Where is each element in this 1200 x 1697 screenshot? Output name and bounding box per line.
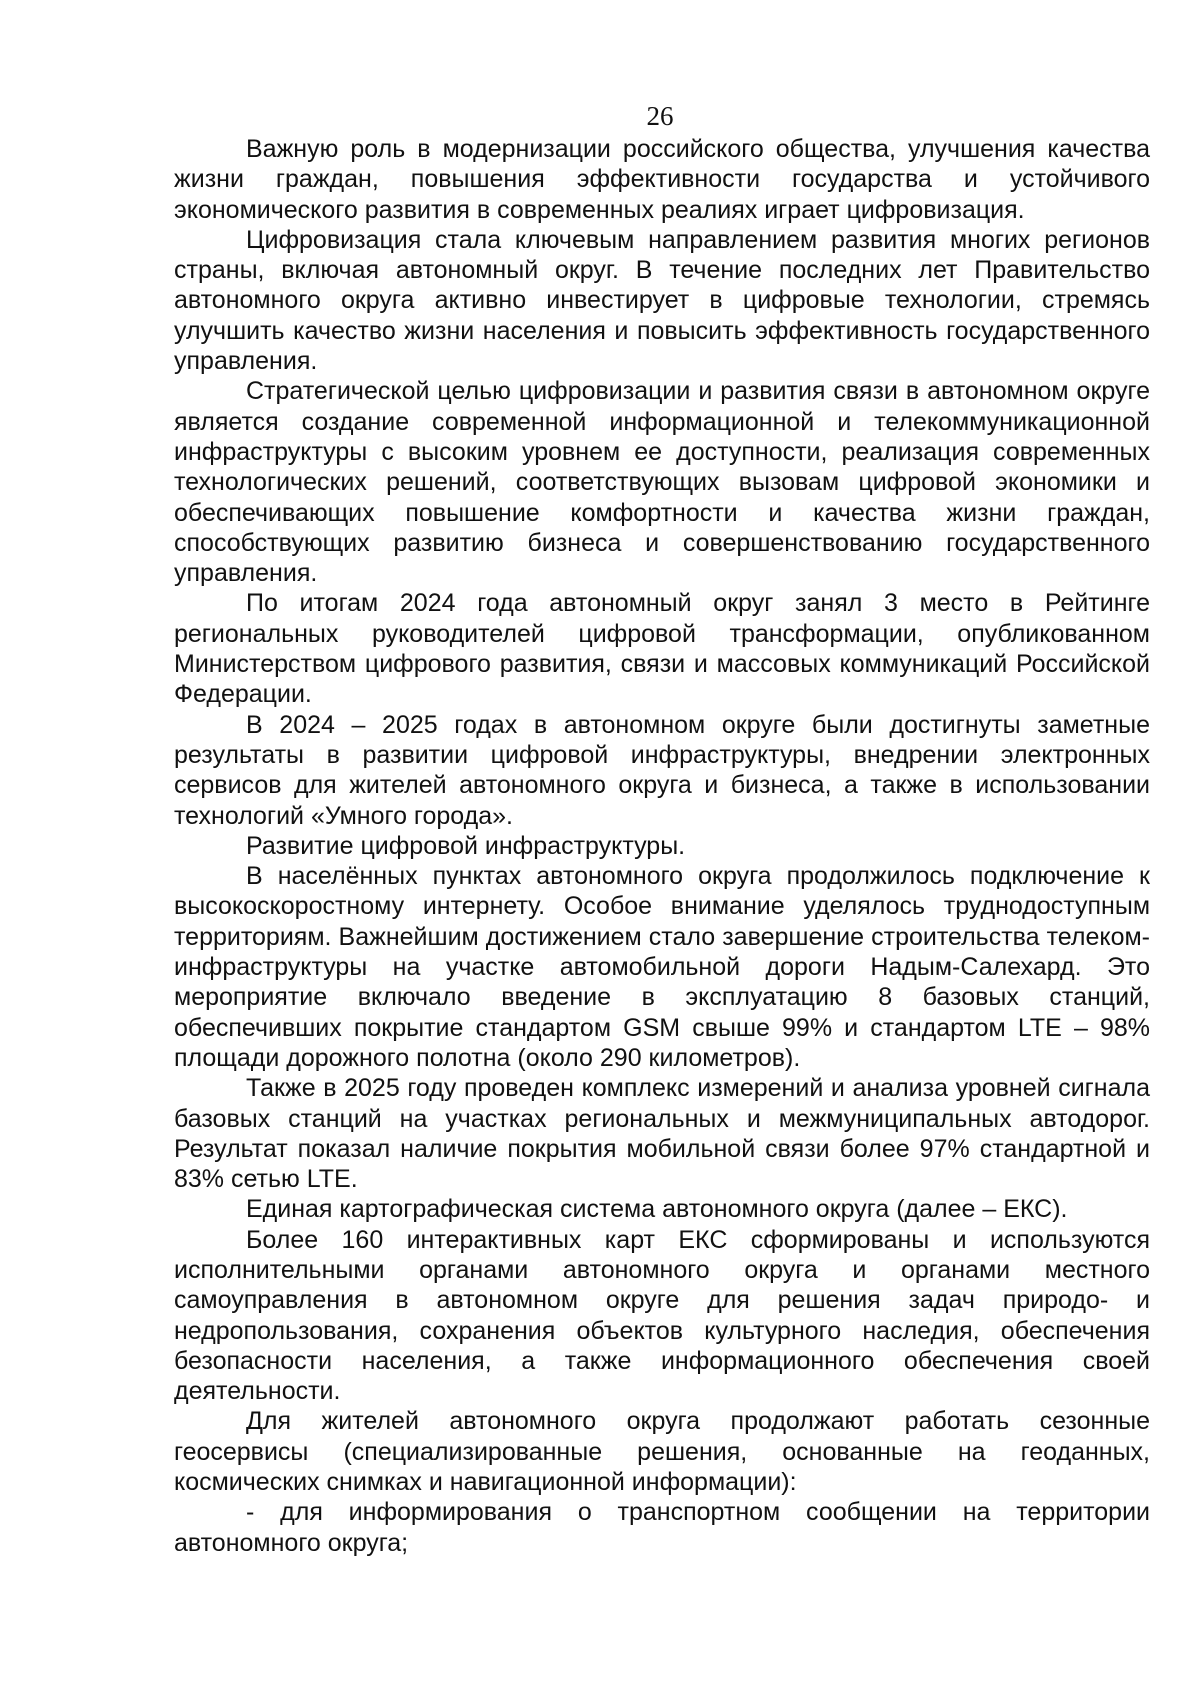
paragraph-digitalization-direction: Цифровизация стала ключевым направлением развития многих регионов страны, включая автономный округ. В течение последних лет Правительство автономного округа активно инвестирует в цифровые технологии, стремясь улучшить качество жизни населения и повысить эффективность государственного управления. xyxy=(174,225,1150,376)
paragraph-achievements: В 2024 – 2025 годах в автономном округе были достигнуты заметные результаты в развитии цифровой инфраструктуры, внедрении электронных сервисов для жителей автономного округа и бизнеса, а также в использовании технологий «Умного города». xyxy=(174,710,1150,830)
paragraph-geoservices: Для жителей автономного округа продолжают работать сезонные геосервисы (специализированные решения, основанные на геоданных, космических снимках и навигационной информации): xyxy=(174,1407,1150,1497)
document-body xyxy=(174,134,1150,1558)
section-heading-eks: Единая картографическая система автономного округа (далее – ЕКС). xyxy=(246,1195,1068,1224)
paragraph-interactive-maps: Более 160 интерактивных карт ЕКС сформированы и используются исполнительными органами автономного округа и органами местного самоуправления в автономном округе для решения задач природо- и недропользования, сохранения объектов культурного наследия, обеспечения безопасности населения, а также информационного обеспечения своей деятельности. xyxy=(174,1225,1150,1406)
paragraph-signal-measurements: Также в 2025 году проведен комплекс измерений и анализа уровней сигнала базовых станций на участках региональных и межмуниципальных автодорог. Результат показал наличие покрытия мобильной связи более 97% стандартной и 83% сетью LTE. xyxy=(174,1074,1150,1194)
paragraph-digitalization-role: Важную роль в модернизации российского общества, улучшения качества жизни граждан, повышения эффективности государства и устойчивого экономического развития в современных реалиях играет цифровизация. xyxy=(174,135,1150,224)
page-number: 26 xyxy=(646,101,674,131)
paragraph-rating-result: По итогам 2024 года автономный округ занял 3 место в Рейтинге региональных руководителей цифровой трансформации, опубликованном Министерством цифрового развития, связи и массовых коммуникаций Российской Федерации. xyxy=(174,589,1150,709)
paragraph-internet-connection: В населённых пунктах автономного округа продолжилось подключение к высокоскоростному интернету. Особое внимание уделялось труднодоступным территориям. Важнейшим достижением стало завершение строительства телеком-инфраструктуры на участке автомобильной дороги Надым-Салехард. Это мероприятие включало введение в эксплуатацию 8 базовых станций, обеспечивших покрытие стандартом GSM свыше 99% и стандартом LTE – 98% площади дорожного полотна (около 290 километров). xyxy=(174,862,1150,1072)
section-heading-infrastructure: Развитие цифровой инфраструктуры. xyxy=(246,831,686,860)
list-item-transport-info: - для информирования о транспортном сообщении на территории автономного округа; xyxy=(174,1498,1150,1557)
paragraph-strategic-goal: Стратегической целью цифровизации и развития связи в автономном округе является создание современной информационной и телекоммуникационной инфраструктуры с высоким уровнем ее доступности, реализация современных технологических решений, соответствующих вызовам цифровой экономики и обеспечивающих повышение комфортности и качества жизни граждан, способствующих развитию бизнеса и совершенствованию государственного управления. xyxy=(174,377,1150,588)
